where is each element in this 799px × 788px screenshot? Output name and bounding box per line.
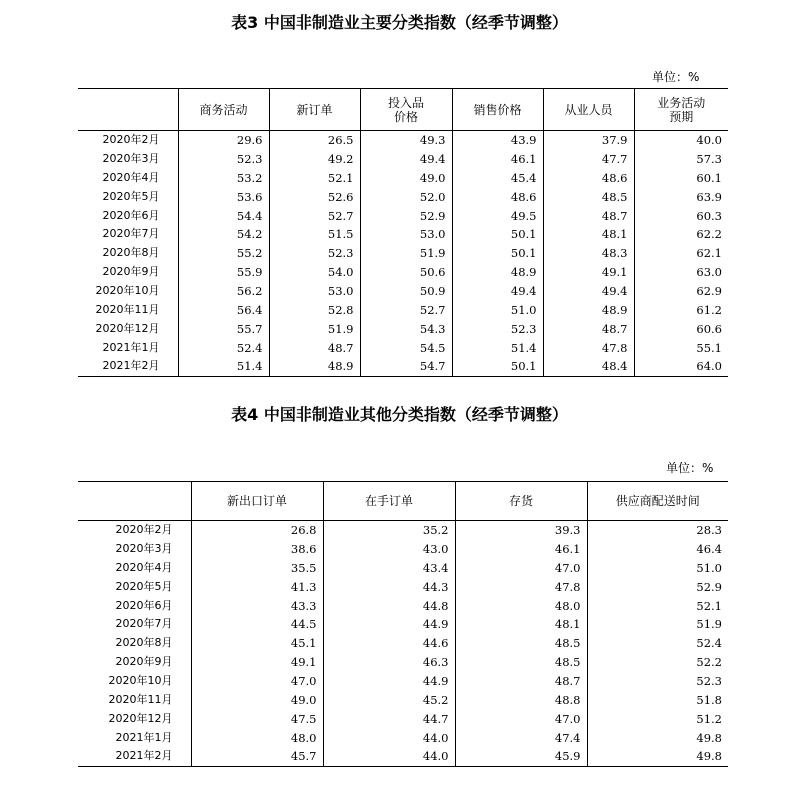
table-cell: 51.8 — [587, 691, 728, 710]
row-label: 2020年3月 — [115, 541, 173, 555]
table-cell: 48.6 — [452, 187, 543, 206]
table-cell: 49.2 — [269, 149, 360, 168]
table-cell: 46.4 — [587, 539, 728, 558]
table3-header-cell: 销售价格 — [452, 89, 543, 131]
table4-header-cell: 存货 — [455, 482, 587, 521]
table-cell: 48.0 — [455, 596, 587, 615]
table-cell: 44.6 — [323, 634, 455, 653]
table-cell: 56.2 — [178, 282, 269, 301]
row-label: 2020年9月 — [115, 655, 173, 669]
row-label: 2020年9月 — [102, 265, 160, 279]
table-cell: 61.2 — [634, 301, 728, 320]
table4-title: 表4 中国非制造业其他分类指数（经季节调整） — [231, 405, 568, 424]
table-row — [78, 301, 728, 320]
table-cell: 52.3 — [452, 319, 543, 338]
table-cell: 54.4 — [178, 206, 269, 225]
table-cell: 46.1 — [452, 149, 543, 168]
table-cell: 51.9 — [269, 319, 360, 338]
row-label: 2020年7月 — [102, 227, 160, 241]
table-cell: 53.2 — [178, 168, 269, 187]
table-cell: 49.5 — [452, 206, 543, 225]
table-cell: 49.3 — [360, 131, 452, 150]
table-cell: 55.9 — [178, 263, 269, 282]
table-cell: 48.9 — [269, 357, 360, 376]
table-cell: 47.5 — [191, 709, 323, 728]
table-row — [78, 709, 728, 728]
table-cell: 49.0 — [360, 168, 452, 187]
table-cell: 50.1 — [452, 244, 543, 263]
table-cell: 51.4 — [178, 357, 269, 376]
table-cell: 45.9 — [455, 747, 587, 766]
table3 — [78, 88, 728, 377]
table3-header-cell: 投入品 价格 — [360, 89, 452, 131]
table-cell: 55.1 — [634, 338, 728, 357]
table-row — [78, 634, 728, 653]
table-row — [78, 282, 728, 301]
table-cell: 44.0 — [323, 728, 455, 747]
row-label: 2020年7月 — [115, 617, 173, 631]
table-cell: 39.3 — [455, 521, 587, 540]
table-cell: 44.9 — [323, 615, 455, 634]
table-cell: 45.4 — [452, 168, 543, 187]
table3-header-cell: 商务活动 — [178, 89, 269, 131]
table-cell: 48.9 — [543, 301, 634, 320]
table-cell: 53.0 — [269, 282, 360, 301]
table-cell: 52.1 — [587, 596, 728, 615]
table-cell: 47.8 — [543, 338, 634, 357]
table4-header-corner — [78, 482, 191, 521]
table-cell: 48.8 — [455, 691, 587, 710]
table-cell: 53.0 — [360, 225, 452, 244]
row-label: 2020年5月 — [102, 189, 160, 203]
row-label: 2020年11月 — [95, 302, 160, 316]
table-cell: 40.0 — [634, 131, 728, 150]
table-cell: 52.1 — [269, 168, 360, 187]
table-cell: 49.8 — [587, 747, 728, 766]
table-cell: 49.8 — [587, 728, 728, 747]
table-cell: 52.6 — [269, 187, 360, 206]
table-cell: 48.1 — [543, 225, 634, 244]
table-cell: 43.3 — [191, 596, 323, 615]
row-label: 2020年10月 — [95, 284, 160, 298]
table-cell: 44.7 — [323, 709, 455, 728]
table-cell: 54.0 — [269, 263, 360, 282]
table-cell: 43.0 — [323, 539, 455, 558]
row-label: 2020年2月 — [115, 523, 173, 537]
table-cell: 64.0 — [634, 357, 728, 376]
table-cell: 52.7 — [360, 301, 452, 320]
table-cell: 26.5 — [269, 131, 360, 150]
table3-header-corner — [78, 89, 178, 131]
table-cell: 45.2 — [323, 691, 455, 710]
row-label: 2020年10月 — [108, 674, 173, 688]
table-cell: 47.0 — [455, 558, 587, 577]
table-cell: 57.3 — [634, 149, 728, 168]
table4-body — [78, 521, 728, 767]
table-cell: 37.9 — [543, 131, 634, 150]
table-cell: 48.4 — [543, 357, 634, 376]
table-cell: 54.5 — [360, 338, 452, 357]
table-row — [78, 539, 728, 558]
table-cell: 48.7 — [543, 319, 634, 338]
table-cell: 62.2 — [634, 225, 728, 244]
table-cell: 50.9 — [360, 282, 452, 301]
row-label: 2020年8月 — [115, 636, 173, 650]
table3-unit: 单位：% — [652, 70, 700, 84]
table-cell: 60.1 — [634, 168, 728, 187]
table-cell: 55.2 — [178, 244, 269, 263]
table-cell: 26.8 — [191, 521, 323, 540]
table-cell: 46.1 — [455, 539, 587, 558]
table-row — [78, 653, 728, 672]
table3-header-row — [78, 89, 728, 131]
table4-header-row — [78, 482, 728, 521]
table-row — [78, 577, 728, 596]
row-label: 2020年6月 — [102, 208, 160, 222]
table-cell: 51.0 — [452, 301, 543, 320]
table-cell: 46.3 — [323, 653, 455, 672]
table-cell: 47.8 — [455, 577, 587, 596]
table-row — [78, 558, 728, 577]
table-cell: 55.7 — [178, 319, 269, 338]
row-label: 2020年12月 — [95, 321, 160, 335]
table-cell: 56.4 — [178, 301, 269, 320]
table-cell: 52.4 — [178, 338, 269, 357]
table-cell: 28.3 — [587, 521, 728, 540]
table-cell: 51.0 — [587, 558, 728, 577]
table-cell: 60.6 — [634, 319, 728, 338]
table-cell: 44.8 — [323, 596, 455, 615]
table-cell: 50.1 — [452, 225, 543, 244]
row-label: 2021年2月 — [102, 359, 160, 373]
table-cell: 52.8 — [269, 301, 360, 320]
table-cell: 35.2 — [323, 521, 455, 540]
table4 — [78, 481, 728, 767]
table-cell: 48.7 — [269, 338, 360, 357]
table-cell: 63.9 — [634, 187, 728, 206]
table-row — [78, 168, 728, 187]
table-row — [78, 187, 728, 206]
table-cell: 52.3 — [178, 149, 269, 168]
table-cell: 52.9 — [587, 577, 728, 596]
table-cell: 52.0 — [360, 187, 452, 206]
table-cell: 54.7 — [360, 357, 452, 376]
table-cell: 43.9 — [452, 131, 543, 150]
table-cell: 35.5 — [191, 558, 323, 577]
row-label: 2020年6月 — [115, 598, 173, 612]
row-label: 2020年2月 — [102, 133, 160, 147]
table-cell: 48.7 — [543, 206, 634, 225]
table-row — [78, 206, 728, 225]
table-cell: 51.4 — [452, 338, 543, 357]
table-cell: 49.4 — [543, 282, 634, 301]
table-cell: 52.2 — [587, 653, 728, 672]
table-cell: 48.9 — [452, 263, 543, 282]
table-cell: 44.5 — [191, 615, 323, 634]
table-cell: 62.9 — [634, 282, 728, 301]
table4-header-cell: 在手订单 — [323, 482, 455, 521]
row-label: 2021年1月 — [115, 730, 173, 744]
table-cell: 43.4 — [323, 558, 455, 577]
table-cell: 48.0 — [191, 728, 323, 747]
table-cell: 51.5 — [269, 225, 360, 244]
table-cell: 48.5 — [455, 653, 587, 672]
table-row — [78, 244, 728, 263]
table-cell: 63.0 — [634, 263, 728, 282]
table-cell: 44.3 — [323, 577, 455, 596]
table-cell: 52.3 — [587, 672, 728, 691]
table-cell: 49.0 — [191, 691, 323, 710]
table3-header-cell: 从业人员 — [543, 89, 634, 131]
table-row — [78, 672, 728, 691]
row-label: 2021年2月 — [115, 749, 173, 763]
table-cell: 53.6 — [178, 187, 269, 206]
table-cell: 38.6 — [191, 539, 323, 558]
table-cell: 52.7 — [269, 206, 360, 225]
table-cell: 51.2 — [587, 709, 728, 728]
table-cell: 54.3 — [360, 319, 452, 338]
table-cell: 50.1 — [452, 357, 543, 376]
table-cell: 47.4 — [455, 728, 587, 747]
table-cell: 48.5 — [455, 634, 587, 653]
table-row — [78, 149, 728, 168]
table-cell: 41.3 — [191, 577, 323, 596]
table3-title: 表3 中国非制造业主要分类指数（经季节调整） — [231, 13, 568, 32]
table-row — [78, 263, 728, 282]
table-cell: 49.1 — [543, 263, 634, 282]
table-cell: 49.4 — [360, 149, 452, 168]
table-cell: 45.7 — [191, 747, 323, 766]
table-cell: 54.2 — [178, 225, 269, 244]
table4-unit: 单位：% — [666, 461, 714, 475]
table-cell: 52.9 — [360, 206, 452, 225]
table-cell: 49.1 — [191, 653, 323, 672]
table-cell: 60.3 — [634, 206, 728, 225]
row-label: 2020年4月 — [102, 170, 160, 184]
table-cell: 45.1 — [191, 634, 323, 653]
table-cell: 47.0 — [191, 672, 323, 691]
table-row — [78, 521, 728, 540]
table-cell: 48.3 — [543, 244, 634, 263]
table-row — [78, 596, 728, 615]
row-label: 2020年3月 — [102, 151, 160, 165]
table3-header-cell: 新订单 — [269, 89, 360, 131]
row-label: 2020年12月 — [108, 711, 173, 725]
table-cell: 52.3 — [269, 244, 360, 263]
table-cell: 52.4 — [587, 634, 728, 653]
table-row — [78, 747, 728, 766]
table-cell: 49.4 — [452, 282, 543, 301]
row-label: 2020年4月 — [115, 560, 173, 574]
table3-header-cell: 业务活动 预期 — [634, 89, 728, 131]
table-row — [78, 728, 728, 747]
table-cell: 47.7 — [543, 149, 634, 168]
table3-body — [78, 131, 728, 377]
table-cell: 47.0 — [455, 709, 587, 728]
table-cell: 44.0 — [323, 747, 455, 766]
table-cell: 48.5 — [543, 187, 634, 206]
table-row — [78, 615, 728, 634]
table-row — [78, 338, 728, 357]
table-row — [78, 357, 728, 376]
row-label: 2020年11月 — [108, 692, 173, 706]
table-cell: 44.9 — [323, 672, 455, 691]
table-row — [78, 225, 728, 244]
table-row — [78, 131, 728, 150]
table-cell: 48.1 — [455, 615, 587, 634]
table-cell: 51.9 — [360, 244, 452, 263]
table-cell: 48.7 — [455, 672, 587, 691]
table-cell: 62.1 — [634, 244, 728, 263]
table-cell: 51.9 — [587, 615, 728, 634]
row-label: 2020年5月 — [115, 579, 173, 593]
table-cell: 48.6 — [543, 168, 634, 187]
table4-header-cell: 新出口订单 — [191, 482, 323, 521]
row-label: 2020年8月 — [102, 246, 160, 260]
table4-header-cell: 供应商配送时间 — [587, 482, 728, 521]
row-label: 2021年1月 — [102, 340, 160, 354]
table-cell: 50.6 — [360, 263, 452, 282]
table-row — [78, 691, 728, 710]
table-cell: 29.6 — [178, 131, 269, 150]
table-row — [78, 319, 728, 338]
